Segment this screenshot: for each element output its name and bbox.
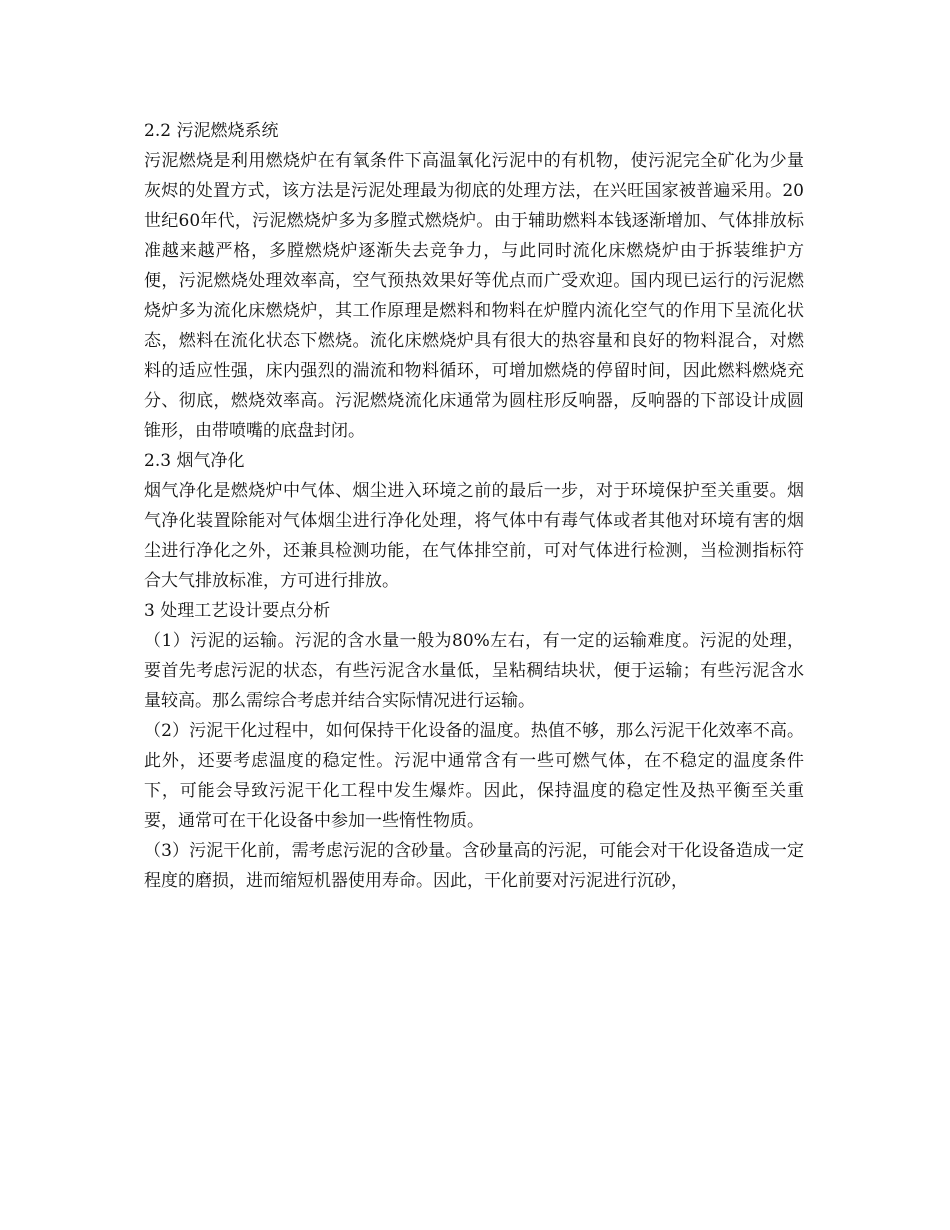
section-3-heading: 3 处理工艺设计要点分析 <box>144 601 331 621</box>
section-2-2-body: 污泥燃烧是利用燃烧炉在有氧条件下高温氧化污泥中的有机物，使污泥完全矿化为少量灰烬的处置方式，该方法是污泥处理最为彻底的处理方法，在兴旺国家被普遍采用。20世纪60年代，污泥燃烧炉多为多膛式燃烧炉。由于辅助燃料本钱逐渐增加、气体排放标准越来越严格，多膛燃烧炉逐渐失去竞争力，与此同时流化床燃烧炉由于拆装维护方便，污泥燃烧处理效率高，空气预热效果好等优点而广受欢迎。国内现已运行的污泥燃烧炉多为流化床燃烧炉，其工作原理是燃料和物料在炉膛内流化空气的作用下呈流化状态，燃料在流化状态下燃烧。流化床燃烧炉具有很大的热容量和良好的物料混合，对燃料的适应性强，床内强烈的湍流和物料循环，可增加燃烧的停留时间，因此燃料燃烧充分、彻底，燃烧效率高。污泥燃烧流化床通常为圆柱形反响器，反响器的下部设计成圆锥形，由带喷嘴的底盘封闭。 <box>144 151 804 441</box>
section-3-item-2: （2）污泥干化过程中，如何保持干化设备的温度。热值不够，那么污泥干化效率不高。此外，还要考虑温度的稳定性。污泥中通常含有一些可燃气体，在不稳定的温度条件下，可能会导致污泥干化工程中发生爆炸。因此，保持温度的稳定性及热平衡至关重要，通常可在干化设备中参加一些惰性物质。 <box>144 721 804 831</box>
section-2-3-heading: 2.3 烟气净化 <box>144 451 245 471</box>
document-page <box>144 116 804 896</box>
section-3-item-1: （1）污泥的运输。污泥的含水量一般为80%左右，有一定的运输难度。污泥的处理，要首先考虑污泥的状态，有些污泥含水量低，呈粘稠结块状，便于运输；有些污泥含水量较高。那么需综合考虑并结合实际情况进行运输。 <box>144 631 804 711</box>
section-2-2-heading: 2.2 污泥燃烧系统 <box>144 121 279 141</box>
section-2-3-body: 烟气净化是燃烧炉中气体、烟尘进入环境之前的最后一步，对于环境保护至关重要。烟气净化装置除能对气体烟尘进行净化处理，将气体中有毒气体或者其他对环境有害的烟尘进行净化之外，还兼具检测功能，在气体排空前，可对气体进行检测，当检测指标符合大气排放标准，方可进行排放。 <box>144 481 804 591</box>
section-3-item-3: （3）污泥干化前，需考虑污泥的含砂量。含砂量高的污泥，可能会对干化设备造成一定程度的磨损，进而缩短机器使用寿命。因此，干化前要对污泥进行沉砂， <box>144 841 804 891</box>
